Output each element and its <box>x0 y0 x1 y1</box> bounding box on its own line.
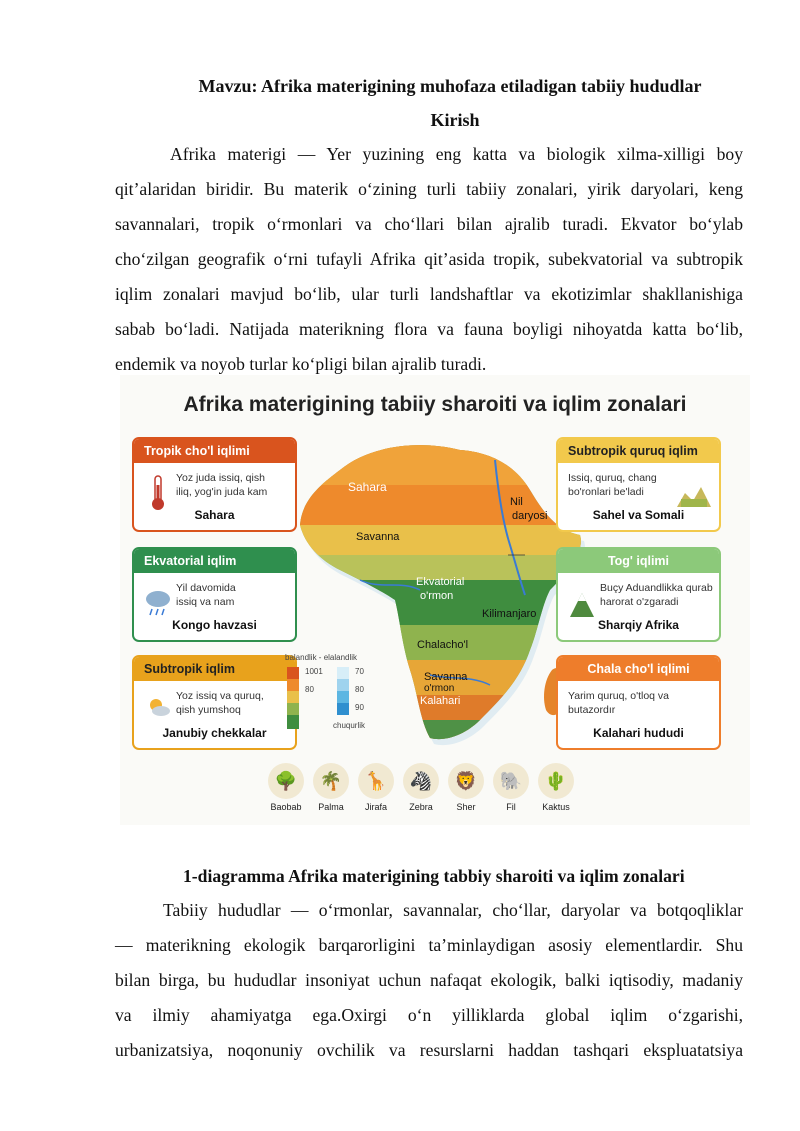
card-place: Sahel va Somali <box>592 508 685 522</box>
map-label-ekvatorial: Ekvatorial <box>416 576 465 588</box>
text-line: urbanizatsiya, noqonuniy ovchilik va resurslarni haddan tashqari ekspluatatsiya <box>115 1040 743 1060</box>
palma-icon: 🌴 <box>313 763 349 799</box>
climate-zones-figure <box>120 375 750 825</box>
text-line: sabab bo‘ladi. Natijada materikning flora va fauna boyligi nihoyatda katta bo‘lib, <box>115 319 743 339</box>
card-header: Tog' iqlimi <box>558 549 719 573</box>
intro-paragraph <box>115 137 743 382</box>
animal-label: Jirafa <box>364 802 387 812</box>
card-description: Yarim quruq, o'tloq va butazordır <box>568 690 670 716</box>
mountain-icon <box>568 583 596 623</box>
map-label-kalahari: Kalahari <box>420 695 461 707</box>
sun-cloud-icon <box>144 691 172 731</box>
fil-icon: 🐘 <box>493 763 529 799</box>
section-heading: Kirish <box>430 110 480 130</box>
text-line: bilan birga, bu hududlar insoniyat uchun nafaqat ekologik, balki iqtisodiy, madaniy <box>115 970 743 990</box>
card-subtropik-quruq <box>556 437 721 532</box>
legend-value: 1001 <box>305 667 323 676</box>
card-place: Kongo havzasi <box>172 618 257 632</box>
card-place: Kalahari hududi <box>593 726 684 740</box>
card-description: Yoz juda issiq, qish iliq, yog'in juda kam <box>176 472 268 498</box>
kaktus-icon: 🌵 <box>538 763 574 799</box>
card-place: Janubiy chekkalar <box>162 726 267 740</box>
dry-landscape-icon <box>677 481 711 507</box>
card-description: Buçy Aduandlikka qurab harorat o'zgaradi <box>600 582 713 608</box>
card-chala-chol <box>556 655 721 750</box>
map-label-ormon-south: o'rmon <box>424 683 455 694</box>
document-heading: Mavzu: Afrika materigining muhofaza etiladigan tabiiy hududlar <box>198 76 702 96</box>
map-label-kilimanjaro: Kilimanjaro <box>482 608 537 620</box>
map-label-chalachol: Chalacho'l <box>417 639 469 651</box>
card-description: Issiq, quruq, chang bo'ronlari be'ladi <box>568 472 657 498</box>
text-line: Afrika materigi — Yer yuzining eng katta va biologik xilma-xilligi boy <box>170 144 743 164</box>
legend-value: 80 <box>305 685 314 694</box>
animal-kaktus <box>536 763 576 812</box>
text-line: — materikning ekologik barqarorligini ta’minlaydigan asosiy elementlardir. Shu <box>115 935 743 955</box>
thermometer-icon <box>144 473 172 513</box>
animal-label: Palma <box>318 802 344 812</box>
map-label-savanna: Savanna <box>356 531 400 543</box>
sher-icon: 🦁 <box>448 763 484 799</box>
animal-label: Fil <box>506 802 516 812</box>
map-label-sahara: Sahara <box>348 480 387 494</box>
legend-value: 70 <box>355 667 364 676</box>
figure-title: Afrika materigining tabiiy sharoiti va iqlim zonalari <box>183 393 687 416</box>
card-header: Subtropik quruq iqlim <box>558 439 719 463</box>
legend-title: balandlik - elalandlik <box>285 653 358 662</box>
text-line: savannalari, tropik o‘rmonlari va cho‘llari bilan ajralib turadi. Ekvator bo‘ylab <box>115 214 743 234</box>
card-subtropik <box>132 655 297 750</box>
card-place: Sharqiy Afrika <box>598 618 679 632</box>
animal-sher <box>446 763 486 812</box>
figure-caption: 1-diagramma Afrika materigining tabbiy sharoiti va iqlim zonalari <box>183 866 685 886</box>
card-header: Ekvatorial iqlim <box>134 549 295 573</box>
card-header: Subtropik iqlim <box>134 657 295 681</box>
card-description: Yoz issiq va quruq, qish yumshoq <box>176 690 264 716</box>
text-line: qit’alaridan biridir. Bu materik o‘zining turli tabiiy zonalari, yirik daryolari, keng <box>115 179 743 199</box>
map-label-nil: Nil <box>510 496 523 508</box>
animal-zebra <box>401 763 441 812</box>
animal-label: Zebra <box>409 802 433 812</box>
baobab-icon: 🌳 <box>268 763 304 799</box>
body-paragraph <box>115 893 743 1068</box>
rain-cloud-icon <box>144 583 172 623</box>
elevation-legend <box>285 653 375 748</box>
card-place: Sahara <box>194 508 235 522</box>
card-header: Chala cho'l iqlimi <box>558 657 719 681</box>
legend-value: 90 <box>355 703 364 712</box>
text-line: iqlim zonalari mavjud bo‘lib, ular turli landshaftlar va ekotizimlar shakllanishiga <box>115 284 743 304</box>
legend-value: 80 <box>355 685 364 694</box>
text-line: cho‘zilgan geografik o‘rni tufayli Afrika qit’asida tropik, subekvatorial va subtropik <box>115 249 743 269</box>
card-tog <box>556 547 721 642</box>
card-header: Tropik cho'l iqlimi <box>134 439 295 463</box>
text-line: Tabiiy hududlar — o‘rmonlar, savannalar, cho‘llar, daryolar va botqoqliklar <box>163 900 743 920</box>
jirafa-icon: 🦒 <box>358 763 394 799</box>
animal-jirafa <box>356 763 396 812</box>
map-label-savanna-south: Savanna <box>424 671 468 683</box>
card-description: Yil davomida issiq va nam <box>176 582 236 608</box>
animal-palma <box>311 763 351 812</box>
card-ekvatorial <box>132 547 297 642</box>
animal-fil <box>491 763 531 812</box>
animal-label: Sher <box>456 802 476 812</box>
text-line: va ilmiy ahamiyatga ega.Oxirgi o‘n yilliklarda global iqlim o‘zgarishi, <box>115 1005 743 1025</box>
card-tropik-chol <box>132 437 297 532</box>
legend-depth-label: chuqurlik <box>333 721 366 730</box>
map-label-ormon: o'rmon <box>420 590 454 602</box>
text-line: endemik va noyob turlar ko‘pligi bilan ajralib turadi. <box>115 354 487 374</box>
animal-baobab <box>266 763 306 812</box>
zebra-icon: 🦓 <box>403 763 439 799</box>
animal-label: Baobab <box>270 802 302 812</box>
animal-label: Kaktus <box>542 802 570 812</box>
map-label-nil-daryosi: daryosi <box>512 510 548 522</box>
